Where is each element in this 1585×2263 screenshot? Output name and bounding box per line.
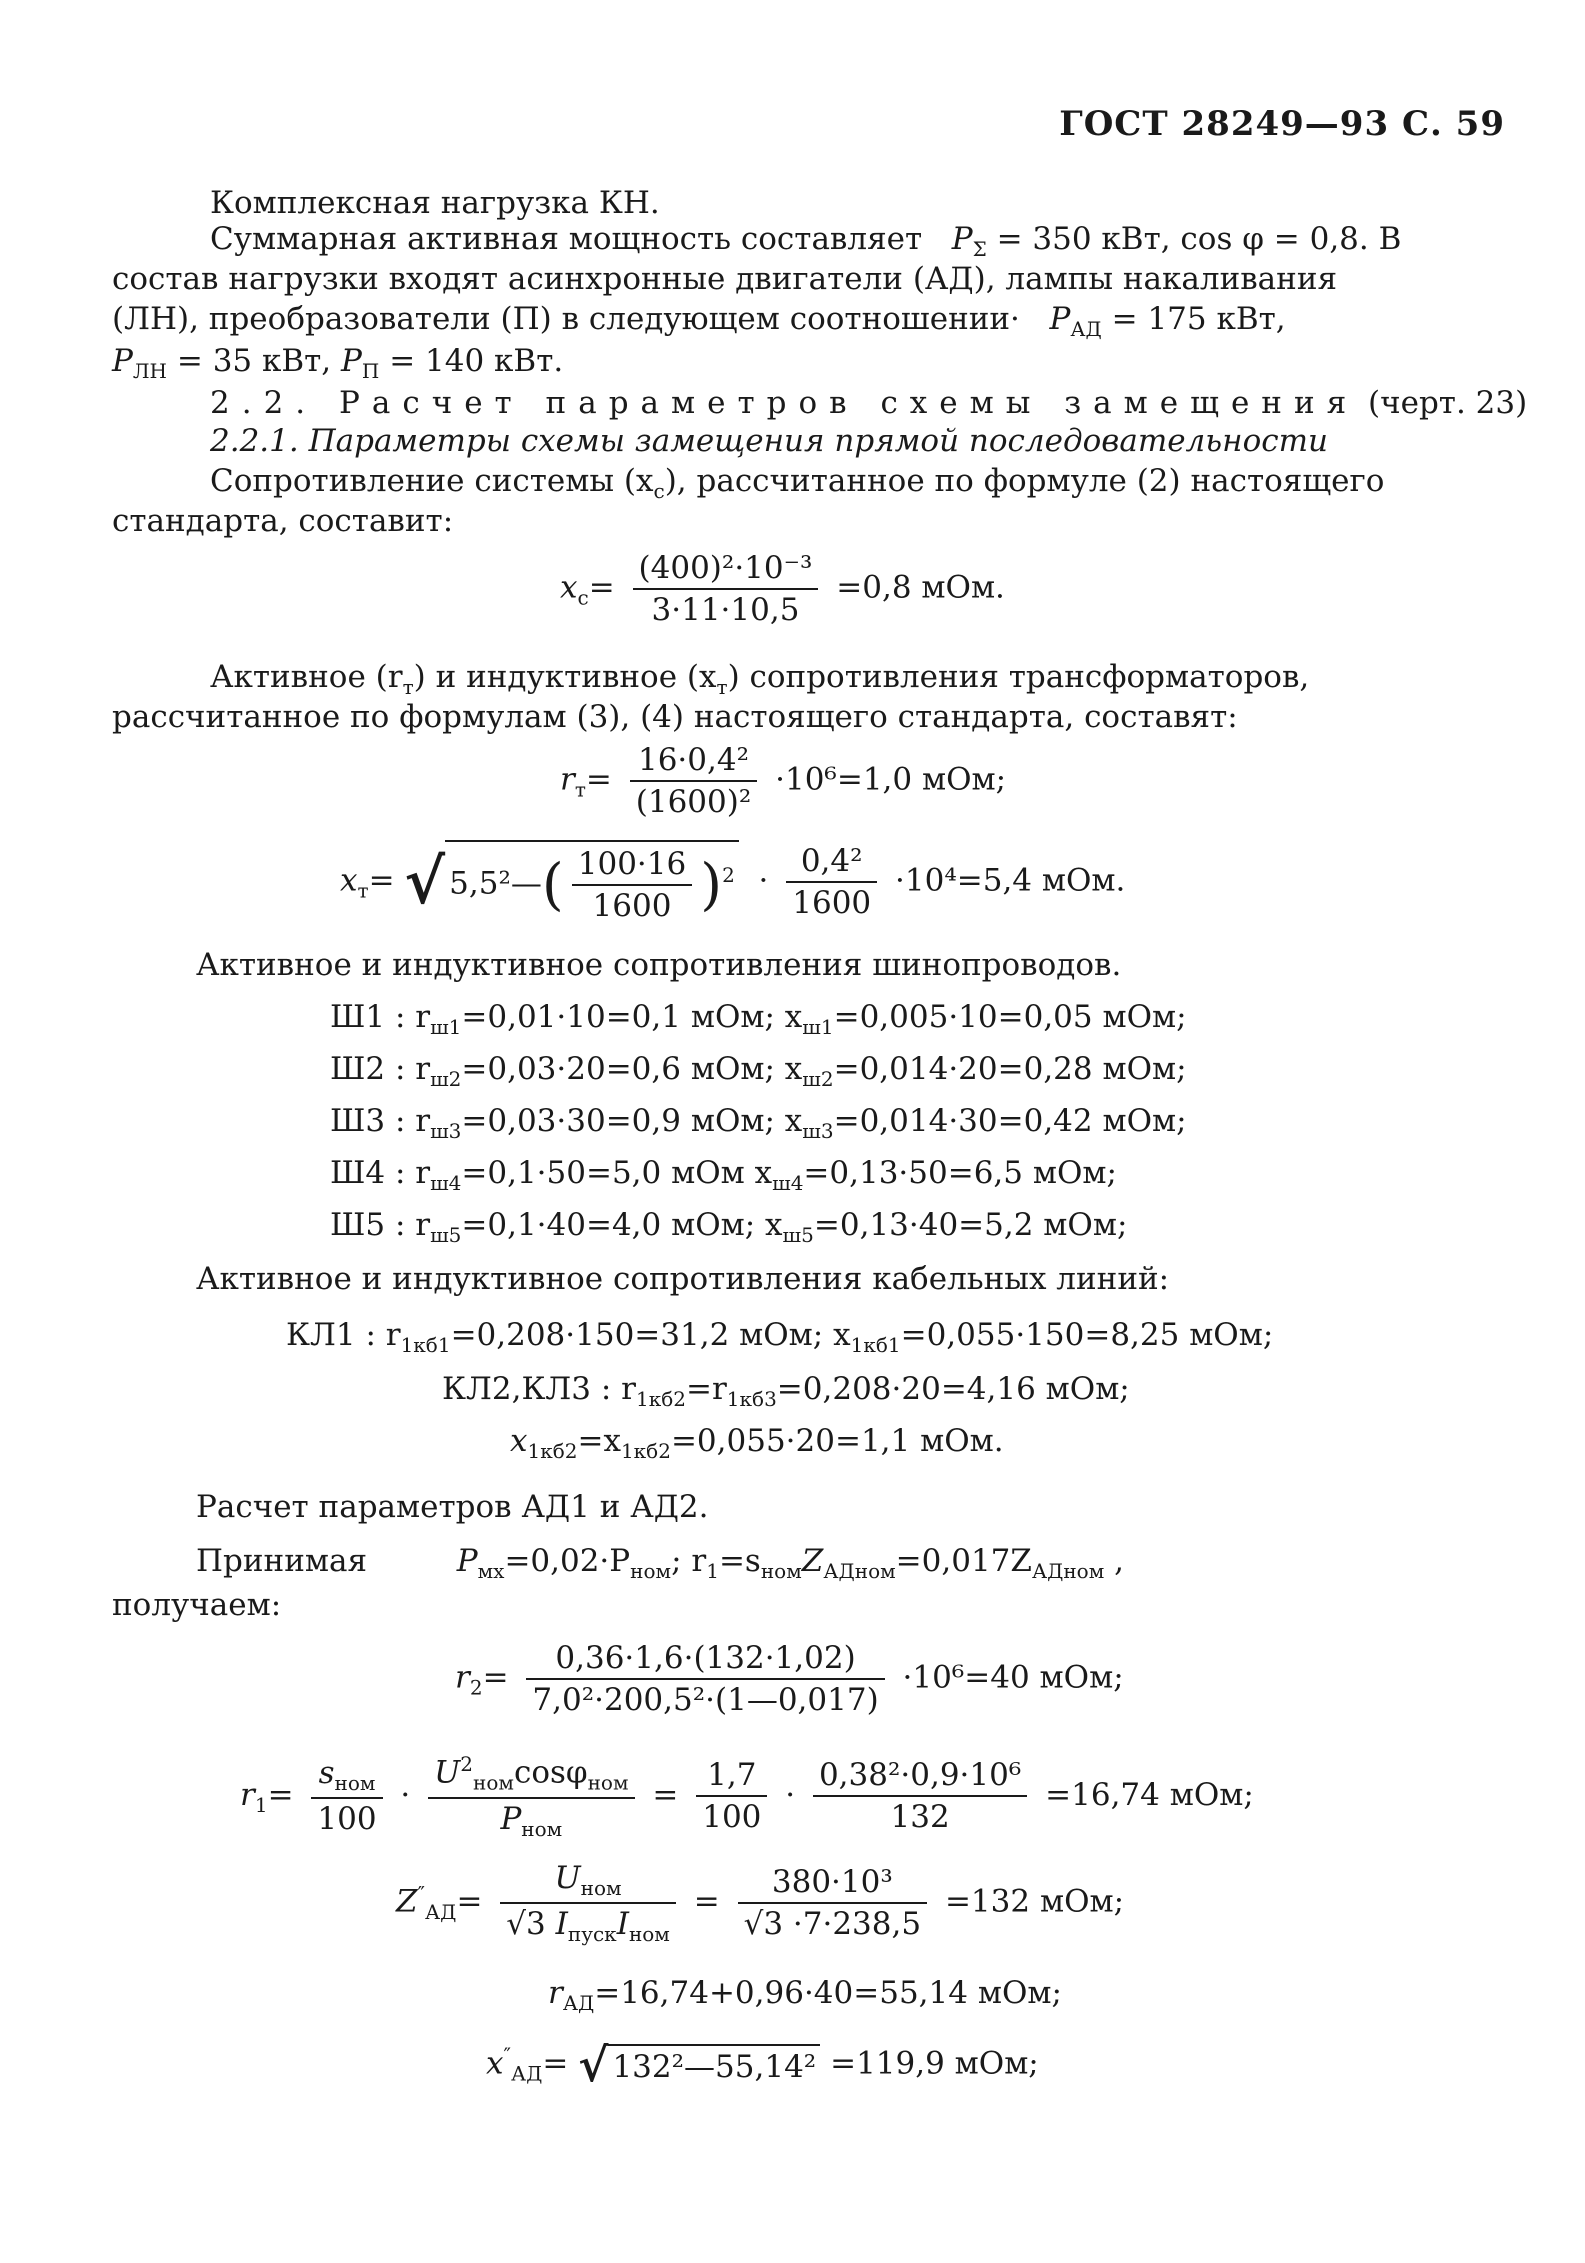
formula-kl3: $x_{1кб2}=x_{1кб2}=0,055\cdot 20=1,1$ мОм. — [510, 1423, 1004, 1464]
formula-sh4: Ш4 : $r_{ш4}=0,1\cdot 50=5,0$ мОм $x_{ш4}=0,13\cdot 50=6,5$ мОм; — [330, 1155, 1117, 1196]
formula-kl1: КЛ1 : $r_{1кб1}=0,208\cdot 150=31,2$ мОм; $x_{1кб1}=0,055\cdot 150=8,25$ мОм; — [286, 1317, 1274, 1358]
formula-r1: $r_1=$ $\frac{s_{ном}}{100}$ · $\frac{U^2_{ном}\cos\varphi_{ном}}{P_{ном}}$ = $\frac{1,7}{100}$ · $\frac{\text{0,38²·0,9·10⁶}}{132}$ =16,74 мОм; — [240, 1752, 1254, 1841]
subsection-heading: 2.2.1. Параметры схемы замещения прямой последовательности — [210, 423, 1328, 459]
formula-sh5: Ш5 : $r_{ш5}=0,1\cdot 40=4,0$ мОм; $x_{ш5}=0,13\cdot 40=5,2$ мОм; — [330, 1207, 1128, 1248]
formula-xc: $x_c=$ $\frac{\text{(400)²·10⁻³}}{3\cdot 11\cdot 10,5}$ =0,8 мОм. — [560, 550, 1005, 628]
text-line: Суммарная активная мощность составляет $P_\Sigma = 350$ кВт, cos φ = 0,8. В — [210, 221, 1402, 262]
text-line: Принимая $P_{мх}=0,02\cdot P_{ном}$; $r_1=s_{ном}Z_{АДном}=0,017Z_{АДном}$ , — [196, 1543, 1124, 1584]
formula-zad: $Z''_{АД}=$ $\frac{U_{ном}}{√3 I_{пуск}I_{ном}}$ = $\frac{\text{380·10³}}{√3 \cdot 7\cdot 238,5}$ =132 мОм; — [396, 1860, 1125, 1947]
formula-rad: $r_{АД}=16,74+0,96\cdot 40=55,14$ мОм; — [548, 1975, 1062, 2016]
formula-rt: $r_т=$ $\frac{\text{16·0,4²}}{\text{(1600)²}}$ ·10⁶=1,0 мОм; — [560, 742, 1007, 820]
section-heading: 2.2. Расчет параметров схемы замещения (черт. 23) — [210, 385, 1528, 421]
text-line: стандарта, составит: — [112, 503, 454, 539]
formula-r2: $r_2=$ $\frac{0,36\cdot 1,6\cdot(132\cdot 1,02)}{\text{7,0²·200,5²·(1—0,017)}}$ ·10⁶=40 мОм; — [455, 1640, 1124, 1718]
formula-kl2: КЛ2,КЛ3 : $r_{1кб2}=r_{1кб3}=0,208\cdot 20=4,16$ мОм; — [442, 1371, 1130, 1412]
text-line: Комплексная нагрузка КН. — [210, 185, 660, 221]
text-line: Активное и индуктивное сопротивления кабельных линий: — [196, 1261, 1170, 1297]
formula-sh1: Ш1 : $r_{ш1}=0,01\cdot 10=0,1$ мОм; $x_{ш1}=0,005\cdot 10=0,05$ мОм; — [330, 999, 1187, 1040]
formula-xad: $x''_{АД}=$ √ 132²—55,14² =119,9 мОм; — [486, 2038, 1039, 2092]
formula-sh2: Ш2 : $r_{ш2}=0,03\cdot 20=0,6$ мОм; $x_{ш2}=0,014\cdot 20=0,28$ мОм; — [330, 1051, 1187, 1092]
text-line: Активное $(r_т)$ и индуктивное $(x_т)$ сопротивления трансформаторов, — [210, 659, 1310, 700]
text-line: Сопротивление системы $(x_c)$, рассчитанное по формуле (2) настоящего — [210, 463, 1385, 504]
text-line: Расчет параметров АД1 и АД2. — [196, 1489, 709, 1525]
formula-sh3: Ш3 : $r_{ш3}=0,03\cdot 30=0,9$ мОм; $x_{ш3}=0,014\cdot 30=0,42$ мОм; — [330, 1103, 1187, 1144]
text-line: Активное и индуктивное сопротивления шинопроводов. — [196, 947, 1122, 983]
text-line: рассчитанное по формулам (3), (4) настоящего стандарта, составят: — [112, 699, 1238, 735]
text-line: получаем: — [112, 1587, 282, 1623]
text-line: (ЛН), преобразователи (П) в следующем соотношении· $P_{АД} = 175$ кВт, — [112, 301, 1286, 342]
text-line: состав нагрузки входят асинхронные двигатели (АД), лампы накаливания — [112, 261, 1338, 297]
formula-xt: $x_т=$ √ 5,5²—( $\frac{100\cdot 16}{1600}$ )$^2$ · $\frac{\text{0,4²}}{1600}$ ·10⁴=5,4 мОм. — [340, 840, 1125, 924]
text-line: $P_{ЛН} = 35$ кВт, $P_П = 140$ кВт. — [112, 343, 564, 384]
page-header: ГОСТ 28249—93 С. 59 — [1059, 104, 1505, 144]
